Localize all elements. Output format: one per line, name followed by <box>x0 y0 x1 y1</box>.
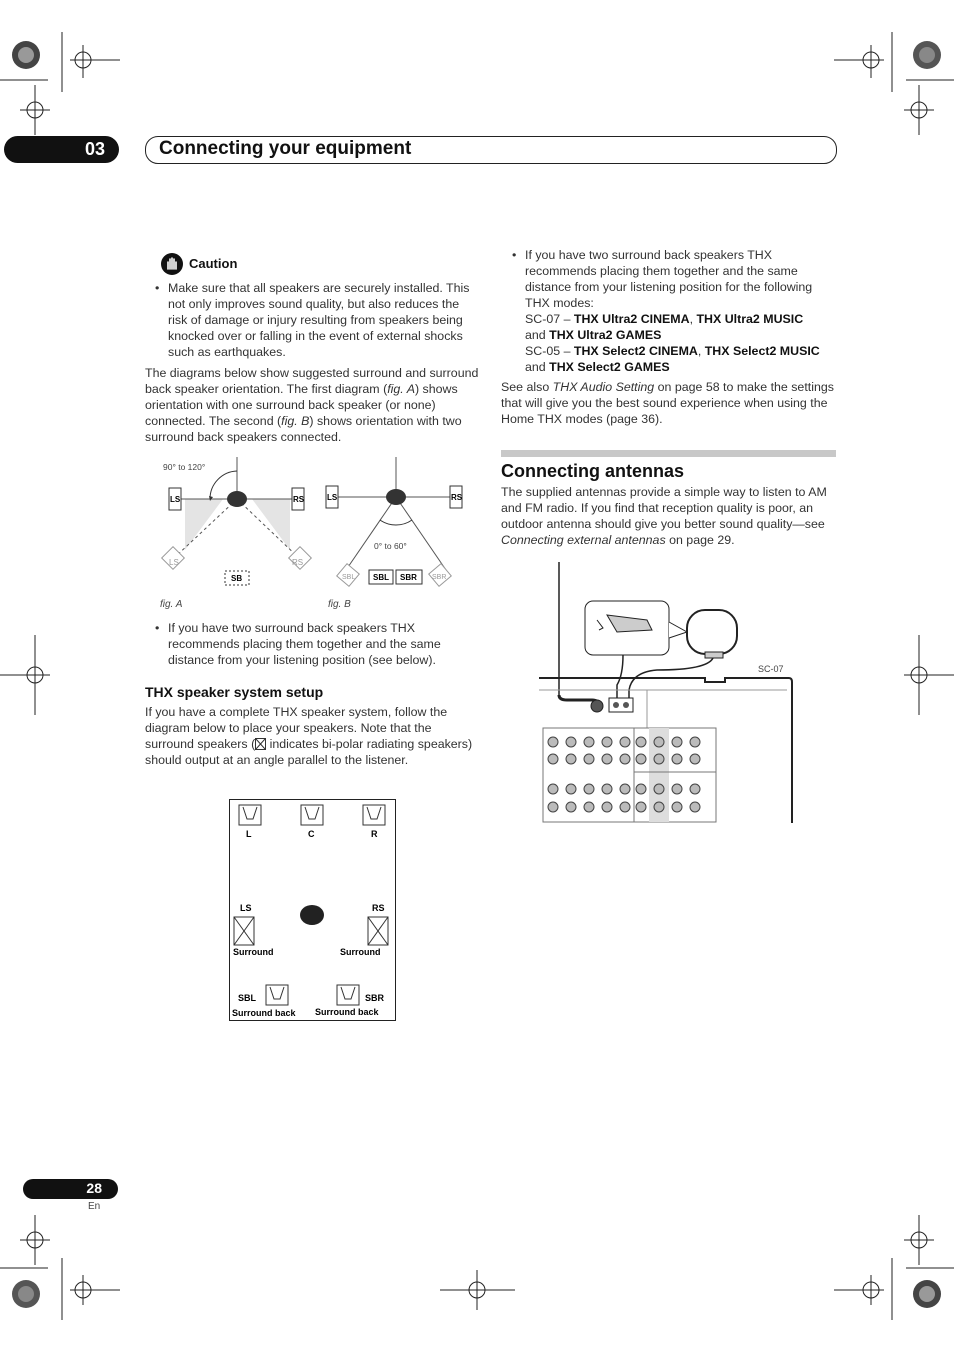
thx-surround-back-left-label: Surround back <box>232 1008 296 1018</box>
figure-a-diagram <box>155 455 315 615</box>
sc07-separator: , <box>689 312 697 326</box>
page-number-badge <box>23 1179 118 1199</box>
antennas-reference: Connecting external antennas <box>501 533 666 547</box>
section-divider <box>501 450 836 457</box>
fig-b-sbl-label: SBL <box>373 573 389 582</box>
sc05-mode-1: THX Select2 CINEMA <box>573 344 698 358</box>
sc07-prefix: SC-07 – <box>525 312 574 326</box>
fig-b-sbr-rotated-label: SBR <box>432 574 447 581</box>
fig-a-caption: fig. A <box>160 599 183 610</box>
surround-back-bullet: • If you have two surround back speakers THX recommends placing them together and the same distance from your listening position (see below). <box>155 621 441 667</box>
caution-text: Make sure that all speakers are securely installed. This not only improves sound quality, but also reduces the risk of damage or injury resulting from speakers being knocked over or falling in the event of external shocks such as earthquakes. <box>168 281 470 359</box>
thx-surround-back-right-label: Surround back <box>315 1007 379 1017</box>
fig-a-sb-label: SB <box>231 574 243 583</box>
sc07-mode-1: THX Ultra2 CINEMA <box>573 312 690 326</box>
intro-text-1: The diagrams below show suggested surround and surround back speaker orientation. The first diagram ( <box>145 366 479 396</box>
thx-setup-text-1: If you have a complete THX speaker system, follow the diagram below to place your speakers. Note that the surround speakers ( <box>145 705 448 751</box>
sc05-mode-3: THX Select2 GAMES <box>549 360 670 374</box>
thx-setup-paragraph <box>145 704 480 768</box>
see-also-reference: THX Audio Setting <box>552 380 655 394</box>
fig-b-sbl-rotated-label: SBL <box>342 574 356 581</box>
fig-b-rs-label: RS <box>451 493 463 502</box>
thx-c-label: C <box>308 829 315 839</box>
thx-r-label: R <box>371 829 378 839</box>
thx-ls-label: LS <box>240 903 252 913</box>
antenna-connection-diagram <box>537 560 797 825</box>
page-number: 28 <box>86 1180 102 1196</box>
color-wheel-icon <box>12 41 941 1308</box>
thx-modes-bullet: • If you have two surround back speakers THX recommends placing them together and the same distance from your listening position for the following THX modes: SC-07 – THX Ultra2 CINEMA, THX Ultra2 MUSIC and THX Ultra2 GAMES SC-05 – THX Select2 CINEMA, THX Select2 MUSIC and THX Select2 GAMES <box>512 248 820 374</box>
intro-fig-a-ref: fig. A <box>387 382 415 396</box>
sc07-mode-3: THX Ultra2 GAMES <box>549 328 662 342</box>
see-also-paragraph <box>501 379 837 427</box>
sc05-prefix: SC-05 – <box>525 344 574 358</box>
thx-modes-intro: If you have two surround back speakers THX recommends placing them together and the same distance from your listening position for the following THX modes: <box>525 248 813 310</box>
thx-rs-label: RS <box>372 903 385 913</box>
surround-back-text: If you have two surround back speakers THX recommends placing them together and the same distance from your listening position (see below). <box>168 621 441 667</box>
fig-a-angle-label: 90° to 120° <box>163 462 206 472</box>
fig-b-ls-label: LS <box>327 493 338 502</box>
thx-surround-right-label: Surround <box>340 947 381 957</box>
caution-bullet: • Make sure that all speakers are securely installed. This not only improves sound quality, but also reduces the risk of damage or injury resulting from speakers being knocked over or falling in the event of external shocks such as earthquakes. <box>155 281 470 359</box>
see-also-text-2: on page 58 to make the settings that will give you the best sound experience when using the Home THX modes (page 36). <box>501 380 834 426</box>
thx-setup-text-2: indicates bi-polar radiating speakers) should output at an angle parallel to the listener. <box>145 737 473 767</box>
caution-title: Caution <box>189 256 238 271</box>
thx-setup-heading: THX speaker system setup <box>145 684 324 700</box>
intro-text-2: ) shows orientation with one surround back speaker (or none) connected. The second ( <box>145 382 458 428</box>
chapter-number: 03 <box>84 139 105 159</box>
intro-text-3: ) shows orientation with two surround back speakers connected. <box>145 414 462 444</box>
fig-b-caption: fig. B <box>328 599 351 610</box>
thx-l-label: L <box>246 829 252 839</box>
figure-b-diagram <box>320 455 470 615</box>
sc07-mode-2: THX Ultra2 MUSIC <box>696 312 804 326</box>
sc05-and: and <box>525 360 550 374</box>
antennas-heading: Connecting antennas <box>501 461 685 481</box>
fig-a-ls-rotated-label: LS <box>169 558 179 567</box>
caution-hand-icon <box>160 252 184 276</box>
fig-a-ls-label: LS <box>170 495 181 504</box>
chapter-title-bar <box>145 136 837 164</box>
antennas-text-2: on page 29. <box>665 533 735 547</box>
antennas-paragraph <box>501 484 837 548</box>
bipolar-speaker-icon <box>255 738 266 750</box>
thx-surround-left-label: Surround <box>233 947 274 957</box>
chapter-title: Connecting your equipment <box>159 138 412 159</box>
receiver-model-label: SC-07 <box>758 664 784 674</box>
language-label: En <box>88 1201 101 1212</box>
fig-b-sbr-label: SBR <box>400 573 417 582</box>
fig-a-rs-rotated-label: RS <box>292 558 304 567</box>
sc07-and: and <box>525 328 550 342</box>
intro-paragraph <box>145 365 480 445</box>
sc05-separator: , <box>697 344 705 358</box>
chapter-number-badge <box>4 136 119 163</box>
fig-a-rs-label: RS <box>293 495 305 504</box>
fig-b-angle-label: 0° to 60° <box>374 541 407 551</box>
antennas-text-1: The supplied antennas provide a simple way to listen to AM and FM radio. If you find that reception quality is poor, an outdoor antenna should give you better sound quality—see <box>501 485 827 531</box>
thx-sbl-label: SBL <box>238 993 256 1003</box>
see-also-text-1: See also <box>501 380 553 394</box>
thx-speaker-layout-diagram <box>229 799 397 1022</box>
intro-fig-b-ref: fig. B <box>281 414 310 428</box>
thx-sbr-label: SBR <box>365 993 385 1003</box>
sc05-mode-2: THX Select2 MUSIC <box>704 344 820 358</box>
registration-target-icon <box>0 45 954 1310</box>
